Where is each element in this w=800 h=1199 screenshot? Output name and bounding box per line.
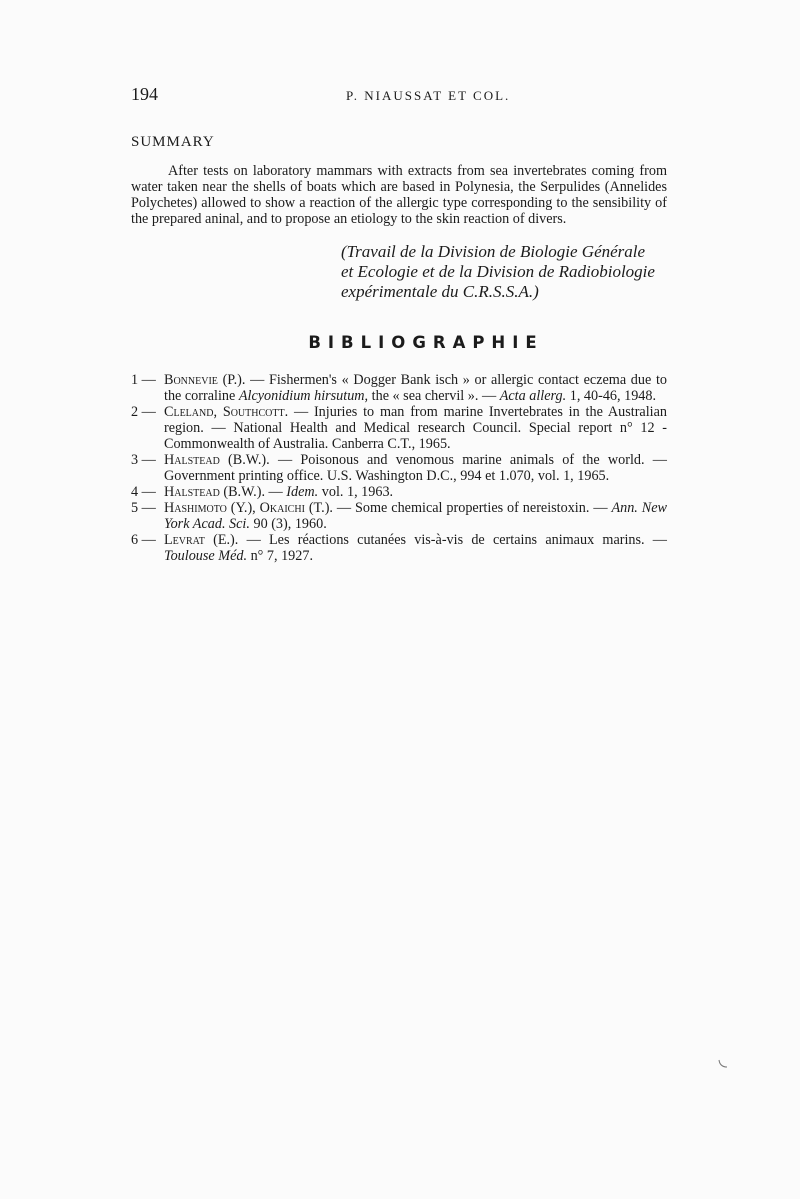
reference-number: 2 — — [131, 404, 156, 420]
summary-body: After tests on laboratory mammars with extracts from sea invertebrates coming from water taken near the shells of boats which are based in Polynesia, the Serpulides (Annelides Polychetes) allowed to show a reaction of the allergic type corresponding to the sensibility of the prepared aninal, and to propose an etiology to the skin reaction of divers. — [131, 163, 667, 227]
reference-body: — Fishermen's « Dogger Bank isch » or allergic contact eczema due to the corraline — [164, 372, 667, 404]
reference-item — [131, 372, 667, 404]
reference-body: — Injuries to man from marine Invertebrates in the Australian region. — National Health and Medical research Council. Special report n° 12 - Commonwealth of Australia. Canberra C.T., 1965. — [164, 404, 667, 452]
reference-text — [164, 500, 667, 532]
reference-body: (B.W.). — Poisonous and venomous marine animals of the world. — Government printing office. U.S. Washington D.C., 994 et 1.070, vol. 1, 1965. — [164, 452, 667, 484]
reference-journal: Toulouse Méd. — [164, 548, 248, 564]
affiliation-line: expérimentale du C.R.S.S.A.) — [341, 282, 539, 301]
reference-item — [131, 532, 667, 564]
reference-body: 1, 40-46, 1948. — [566, 388, 657, 404]
reference-list — [131, 372, 667, 564]
reference-number: 6 — — [131, 532, 156, 548]
reference-text — [164, 532, 667, 564]
reference-number: 3 — — [131, 452, 156, 468]
reference-body: the « sea chervil ». — — [368, 388, 500, 404]
reference-body: (B.W.). — — [219, 484, 287, 500]
reference-authors: Hashimoto (Y.), Okaichi (T.). — [164, 500, 333, 516]
reference-number: 4 — — [131, 484, 156, 500]
reference-authors: Levrat (E.). — [164, 532, 239, 548]
reference-text — [164, 452, 667, 484]
reference-number: 1 — — [131, 372, 156, 388]
reference-journal: Acta allerg. — [499, 388, 567, 404]
affiliation-line: et Ecologie et de la Division de Radiobiologie — [341, 262, 655, 281]
reference-text — [164, 404, 667, 452]
reference-authors: Bonnevie (P.). — [164, 372, 246, 388]
reference-item — [131, 452, 667, 484]
reference-authors: Halstead — [164, 484, 220, 500]
reference-item — [131, 484, 667, 500]
page-number: 194 — [131, 84, 158, 104]
running-head: P. NIAUSSAT ET COL. — [346, 88, 511, 103]
reference-italic: Idem. — [286, 484, 319, 500]
affiliation-line: (Travail de la Division de Biologie Générale — [341, 242, 646, 261]
reference-body: n° 7, 1927. — [247, 548, 314, 564]
reference-body: 90 (3), 1960. — [249, 516, 327, 532]
reference-text — [164, 372, 667, 404]
summary-heading: SUMMARY — [131, 134, 215, 150]
reference-authors: Halstead — [164, 452, 220, 468]
scan-mark — [718, 1059, 728, 1069]
reference-body: — Les réactions cutanées vis-à-vis de certains animaux marins. — — [238, 532, 667, 548]
reference-body: — Some chemical properties of nereistoxin. — — [332, 500, 612, 516]
reference-italic: Alcyonidium hirsutum, — [238, 388, 369, 404]
bibliography-heading: BIBLIOGRAPHIE — [308, 333, 544, 352]
reference-journal: Ann. New York Acad. Sci. — [164, 500, 668, 532]
reference-item — [131, 404, 667, 452]
reference-item — [131, 500, 667, 532]
reference-body: vol. 1, 1963. — [318, 484, 394, 500]
reference-text — [164, 484, 667, 500]
affiliation-note — [341, 242, 701, 302]
reference-number: 5 — — [131, 500, 156, 516]
reference-authors: Cleland, Southcott. — [164, 404, 289, 420]
